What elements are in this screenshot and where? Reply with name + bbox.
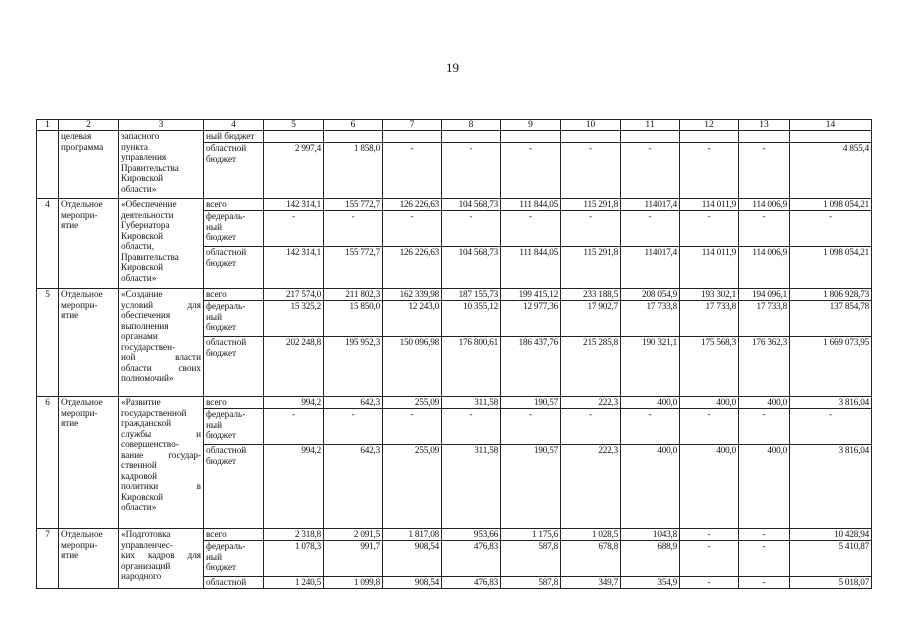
measure-name xyxy=(119,131,204,199)
column-header: 7 xyxy=(383,120,442,131)
value-cell: 150 096,98 xyxy=(383,337,442,397)
value-cell: 1 175,6 xyxy=(501,529,561,541)
value-cell: 2 997,4 xyxy=(264,143,324,199)
text-line: управления xyxy=(121,152,167,162)
value-cell: 208 054,9 xyxy=(621,289,680,301)
empty-cell xyxy=(561,131,621,143)
text-line: организаций xyxy=(121,560,171,571)
column-header: 3 xyxy=(119,120,204,131)
value-cell: 155 772,7 xyxy=(324,199,383,211)
text-line: «Развитие xyxy=(121,397,161,407)
text-line: Отдельное xyxy=(61,289,103,299)
row-number: 6 xyxy=(37,397,59,529)
row-number: 5 xyxy=(37,289,59,397)
value-cell: 354,9 xyxy=(621,577,680,589)
page-number: 19 xyxy=(446,60,459,75)
value-cell: 349,7 xyxy=(561,577,621,589)
text-line: ственной xyxy=(121,460,157,470)
funding-source xyxy=(204,445,264,529)
empty-cell xyxy=(501,131,561,143)
text-line: области своих xyxy=(121,362,201,373)
measure-type xyxy=(59,131,119,199)
text-line: меропри- xyxy=(61,299,98,310)
value-cell: 199 415,12 xyxy=(501,289,561,301)
value-cell: 17 733,8 xyxy=(680,301,739,337)
value-cell: 678,8 xyxy=(561,541,621,577)
value-cell: 2 091,5 xyxy=(324,529,383,541)
value-cell: 115 291,8 xyxy=(561,247,621,289)
funding-source xyxy=(204,529,264,541)
funding-source xyxy=(204,211,264,247)
text-line: «Обеспечение xyxy=(121,199,177,209)
value-cell: 255,09 xyxy=(383,397,442,409)
value-cell: 5 410,87 xyxy=(790,541,872,577)
value-cell: - xyxy=(442,143,501,199)
value-cell: - xyxy=(501,211,561,247)
value-cell: 10 355,12 xyxy=(442,301,501,337)
text-line: бюджет xyxy=(206,430,237,440)
value-cell: 222,3 xyxy=(561,397,621,409)
text-line: всего xyxy=(206,529,227,539)
text-line: федераль- xyxy=(206,211,246,221)
budget-table xyxy=(36,119,872,589)
value-cell: - xyxy=(383,409,442,445)
value-cell: - xyxy=(680,409,739,445)
value-cell: 400,0 xyxy=(680,445,739,529)
text-line: Губернатора xyxy=(121,220,170,230)
text-line: области» xyxy=(121,272,157,283)
value-cell: 217 574,0 xyxy=(264,289,324,301)
value-cell: 953,66 xyxy=(442,529,501,541)
value-cell: 1 858,0 xyxy=(324,143,383,199)
value-cell: 1 098 054,21 xyxy=(790,199,872,211)
value-cell: 17 902,7 xyxy=(561,301,621,337)
column-header: 12 xyxy=(680,120,739,131)
text-line: выполнения xyxy=(121,320,169,331)
value-cell: 587,8 xyxy=(501,577,561,589)
text-line: ный xyxy=(206,419,223,430)
funding-source xyxy=(204,301,264,337)
value-cell: 162 339,98 xyxy=(383,289,442,301)
text-line: Правительства xyxy=(121,251,179,262)
value-cell: 12 977,36 xyxy=(501,301,561,337)
text-line: Правительства xyxy=(121,162,179,173)
value-cell: 3 816,04 xyxy=(790,397,872,409)
value-cell: 311,58 xyxy=(442,445,501,529)
column-header: 1 xyxy=(37,120,59,131)
value-cell: 215 285,8 xyxy=(561,337,621,397)
column-header: 4 xyxy=(204,120,264,131)
value-cell: 142 314,1 xyxy=(264,199,324,211)
value-cell: 1 240,5 xyxy=(264,577,324,589)
value-cell: 194 096,1 xyxy=(739,289,790,301)
value-cell: 114 006,9 xyxy=(739,199,790,211)
text-line: ятие xyxy=(61,418,79,428)
value-cell: 642,3 xyxy=(324,397,383,409)
value-cell: 187 155,73 xyxy=(442,289,501,301)
text-line: ятие xyxy=(61,220,79,230)
value-cell: 476,83 xyxy=(442,541,501,577)
row-number xyxy=(37,131,59,199)
column-number-row xyxy=(37,120,872,131)
value-cell: 114017,4 xyxy=(621,199,680,211)
value-cell: - xyxy=(264,211,324,247)
text-line: совершенство- xyxy=(121,439,179,449)
text-line: ный xyxy=(206,551,223,562)
value-cell: 114 011,9 xyxy=(680,199,739,211)
text-line: Кировской xyxy=(121,262,164,272)
empty-cell xyxy=(383,131,442,143)
value-cell: 908,54 xyxy=(383,577,442,589)
text-line: бюджет xyxy=(206,562,237,572)
value-cell: 476,83 xyxy=(442,577,501,589)
value-cell: - xyxy=(501,143,561,199)
text-line: областной xyxy=(206,143,247,153)
funding-source xyxy=(204,577,264,589)
text-line: федераль- xyxy=(206,301,246,311)
text-line: полномочий» xyxy=(121,373,174,383)
value-cell: - xyxy=(561,409,621,445)
value-cell: 908,54 xyxy=(383,541,442,577)
empty-cell xyxy=(790,131,872,143)
measure-type xyxy=(59,289,119,397)
value-cell: 400,0 xyxy=(739,397,790,409)
value-cell: 114 011,9 xyxy=(680,247,739,289)
value-cell: 233 188,5 xyxy=(561,289,621,301)
funding-source xyxy=(204,541,264,577)
text-line: государствен- xyxy=(121,341,176,352)
text-line: органами xyxy=(121,331,158,341)
text-line: меропри- xyxy=(61,407,98,418)
value-cell: 400,0 xyxy=(680,397,739,409)
text-line: меропри- xyxy=(61,209,98,220)
value-cell: - xyxy=(739,211,790,247)
value-cell: 186 437,76 xyxy=(501,337,561,397)
row-number: 7 xyxy=(37,529,59,589)
funding-source xyxy=(204,143,264,199)
value-cell: - xyxy=(739,409,790,445)
value-cell: - xyxy=(739,577,790,589)
funding-source xyxy=(204,397,264,409)
empty-cell xyxy=(324,131,383,143)
text-line: областной xyxy=(206,445,247,455)
text-line: ких кадров для xyxy=(121,550,201,560)
text-line: кадровой xyxy=(121,470,158,481)
empty-cell xyxy=(442,131,501,143)
funding-source xyxy=(204,199,264,211)
value-cell: 255,09 xyxy=(383,445,442,529)
funding-source xyxy=(204,337,264,397)
value-cell: 994,2 xyxy=(264,445,324,529)
value-cell: 15 850,0 xyxy=(324,301,383,337)
column-header: 5 xyxy=(264,120,324,131)
value-cell: - xyxy=(621,211,680,247)
text-line: гражданской xyxy=(121,418,172,428)
text-line: политики в xyxy=(121,481,201,491)
value-cell: 688,9 xyxy=(621,541,680,577)
text-line: бюджет xyxy=(206,347,237,358)
text-line: программа xyxy=(61,141,104,152)
value-cell: 142 314,1 xyxy=(264,247,324,289)
text-line: области, xyxy=(121,241,155,251)
value-cell: 12 243,0 xyxy=(383,301,442,337)
value-cell: 111 844,05 xyxy=(501,199,561,211)
value-cell: - xyxy=(680,529,739,541)
text-line: бюджет xyxy=(206,455,237,466)
text-line: федераль- xyxy=(206,409,246,419)
value-cell: 190 321,1 xyxy=(621,337,680,397)
value-cell: - xyxy=(264,409,324,445)
value-cell: 400,0 xyxy=(739,445,790,529)
value-cell: - xyxy=(324,211,383,247)
value-cell: - xyxy=(442,409,501,445)
table-row xyxy=(37,397,872,409)
value-cell: 642,3 xyxy=(324,445,383,529)
value-cell: - xyxy=(383,211,442,247)
value-cell: 994,2 xyxy=(264,397,324,409)
text-line: Отдельное xyxy=(61,397,103,407)
value-cell: 4 855,4 xyxy=(790,143,872,199)
value-cell: 1 817,08 xyxy=(383,529,442,541)
table-body xyxy=(37,131,872,589)
value-cell: - xyxy=(501,409,561,445)
value-cell: 211 802,3 xyxy=(324,289,383,301)
text-line: службы и xyxy=(121,428,201,439)
measure-name xyxy=(119,397,204,529)
measure-name xyxy=(119,529,204,589)
text-line: ятие xyxy=(61,310,79,320)
text-line: меропри- xyxy=(61,539,98,550)
text-line: области» xyxy=(121,502,157,512)
value-cell: 1 806 928,73 xyxy=(790,289,872,301)
value-cell: 17 733,8 xyxy=(621,301,680,337)
value-cell: 587,8 xyxy=(501,541,561,577)
empty-cell xyxy=(680,131,739,143)
value-cell: 176 362,3 xyxy=(739,337,790,397)
value-cell: 1 028,5 xyxy=(561,529,621,541)
value-cell: - xyxy=(561,211,621,247)
value-cell: - xyxy=(680,577,739,589)
value-cell: 1 099,8 xyxy=(324,577,383,589)
value-cell: 190,57 xyxy=(501,397,561,409)
value-cell: 15 325,2 xyxy=(264,301,324,337)
value-cell: - xyxy=(621,143,680,199)
text-line: областной xyxy=(206,577,247,587)
column-header: 11 xyxy=(621,120,680,131)
value-cell: - xyxy=(790,409,872,445)
value-cell: 104 568,73 xyxy=(442,199,501,211)
value-cell: 1 078,3 xyxy=(264,541,324,577)
funding-source xyxy=(204,289,264,301)
value-cell: 5 018,07 xyxy=(790,577,872,589)
text-line: бюджет xyxy=(206,153,237,164)
text-line: народного xyxy=(121,571,162,581)
value-cell: 155 772,7 xyxy=(324,247,383,289)
measure-name xyxy=(119,289,204,397)
text-line: пункта xyxy=(121,141,148,152)
column-header: 9 xyxy=(501,120,561,131)
value-cell: 17 733,8 xyxy=(739,301,790,337)
value-cell: 400,0 xyxy=(621,397,680,409)
measure-type xyxy=(59,199,119,289)
funding-source: ный бюджет xyxy=(204,131,264,143)
text-line: областной xyxy=(206,337,247,347)
column-header: 13 xyxy=(739,120,790,131)
column-header: 2 xyxy=(59,120,119,131)
text-line: всего xyxy=(206,397,227,407)
value-cell: 991,7 xyxy=(324,541,383,577)
text-line: ной власти xyxy=(121,352,201,362)
value-cell: 137 854,78 xyxy=(790,301,872,337)
text-line: государственной xyxy=(121,407,187,418)
text-line: бюджет xyxy=(206,257,237,268)
text-line: областной xyxy=(206,247,247,257)
measure-type xyxy=(59,397,119,529)
value-cell: 115 291,8 xyxy=(561,199,621,211)
text-line: запасного xyxy=(121,131,160,141)
text-line: управленчес- xyxy=(121,539,174,550)
value-cell: - xyxy=(739,143,790,199)
value-cell: 190,57 xyxy=(501,445,561,529)
text-line: ятие xyxy=(61,550,79,560)
value-cell: 111 844,05 xyxy=(501,247,561,289)
value-cell: - xyxy=(739,529,790,541)
column-header: 10 xyxy=(561,120,621,131)
value-cell: 114017,4 xyxy=(621,247,680,289)
text-line: федераль- xyxy=(206,541,246,551)
value-cell: 114 006,9 xyxy=(739,247,790,289)
value-cell: - xyxy=(442,211,501,247)
value-cell: 1 669 073,95 xyxy=(790,337,872,397)
value-cell: 195 952,3 xyxy=(324,337,383,397)
text-line: Отдельное xyxy=(61,199,103,209)
text-line: обеспечения xyxy=(121,310,171,320)
text-line: Отдельное xyxy=(61,529,103,539)
value-cell: - xyxy=(621,409,680,445)
value-cell: 400,0 xyxy=(621,445,680,529)
text-line: бюджет xyxy=(206,322,237,332)
value-cell: 3 816,04 xyxy=(790,445,872,529)
value-cell: 126 226,63 xyxy=(383,247,442,289)
column-header: 6 xyxy=(324,120,383,131)
text-line: области» xyxy=(121,183,157,194)
value-cell: - xyxy=(324,409,383,445)
value-cell: - xyxy=(790,211,872,247)
value-cell: - xyxy=(680,143,739,199)
text-line: вание государ- xyxy=(121,449,201,460)
value-cell: - xyxy=(383,143,442,199)
table-row xyxy=(37,529,872,541)
text-line: ный xyxy=(206,221,223,232)
table-row xyxy=(37,199,872,211)
value-cell: 126 226,63 xyxy=(383,199,442,211)
text-line: бюджет xyxy=(206,232,237,242)
text-line: «Создание xyxy=(121,289,163,299)
value-cell: 222,3 xyxy=(561,445,621,529)
text-line: Кировской xyxy=(121,173,164,183)
value-cell: 202 248,8 xyxy=(264,337,324,397)
value-cell: - xyxy=(739,541,790,577)
value-cell: 10 428,94 xyxy=(790,529,872,541)
text-line: «Подготовка xyxy=(121,529,171,539)
value-cell: 2 318,8 xyxy=(264,529,324,541)
value-cell: - xyxy=(561,143,621,199)
value-cell: 1 098 054,21 xyxy=(790,247,872,289)
text-line: Кировской xyxy=(121,230,164,241)
empty-cell xyxy=(621,131,680,143)
measure-name xyxy=(119,199,204,289)
column-header: 14 xyxy=(790,120,872,131)
text-line: Кировской xyxy=(121,491,164,502)
text-line: всего xyxy=(206,199,227,209)
text-line: условий для xyxy=(121,299,201,310)
text-line: ный xyxy=(206,311,223,322)
value-cell: 176 800,61 xyxy=(442,337,501,397)
measure-type xyxy=(59,529,119,589)
empty-cell xyxy=(264,131,324,143)
column-header: 8 xyxy=(442,120,501,131)
funding-source xyxy=(204,247,264,289)
value-cell: - xyxy=(680,211,739,247)
row-number: 4 xyxy=(37,199,59,289)
value-cell: 193 302,1 xyxy=(680,289,739,301)
table-row xyxy=(37,289,872,301)
table-row xyxy=(37,131,872,143)
text-line: всего xyxy=(206,289,227,299)
value-cell: 1043,8 xyxy=(621,529,680,541)
text-line: целевая xyxy=(61,131,92,141)
value-cell: 175 568,3 xyxy=(680,337,739,397)
value-cell: 104 568,73 xyxy=(442,247,501,289)
empty-cell xyxy=(739,131,790,143)
value-cell: 311,58 xyxy=(442,397,501,409)
funding-source xyxy=(204,409,264,445)
value-cell: - xyxy=(680,541,739,577)
text-line: деятельности xyxy=(121,209,174,220)
